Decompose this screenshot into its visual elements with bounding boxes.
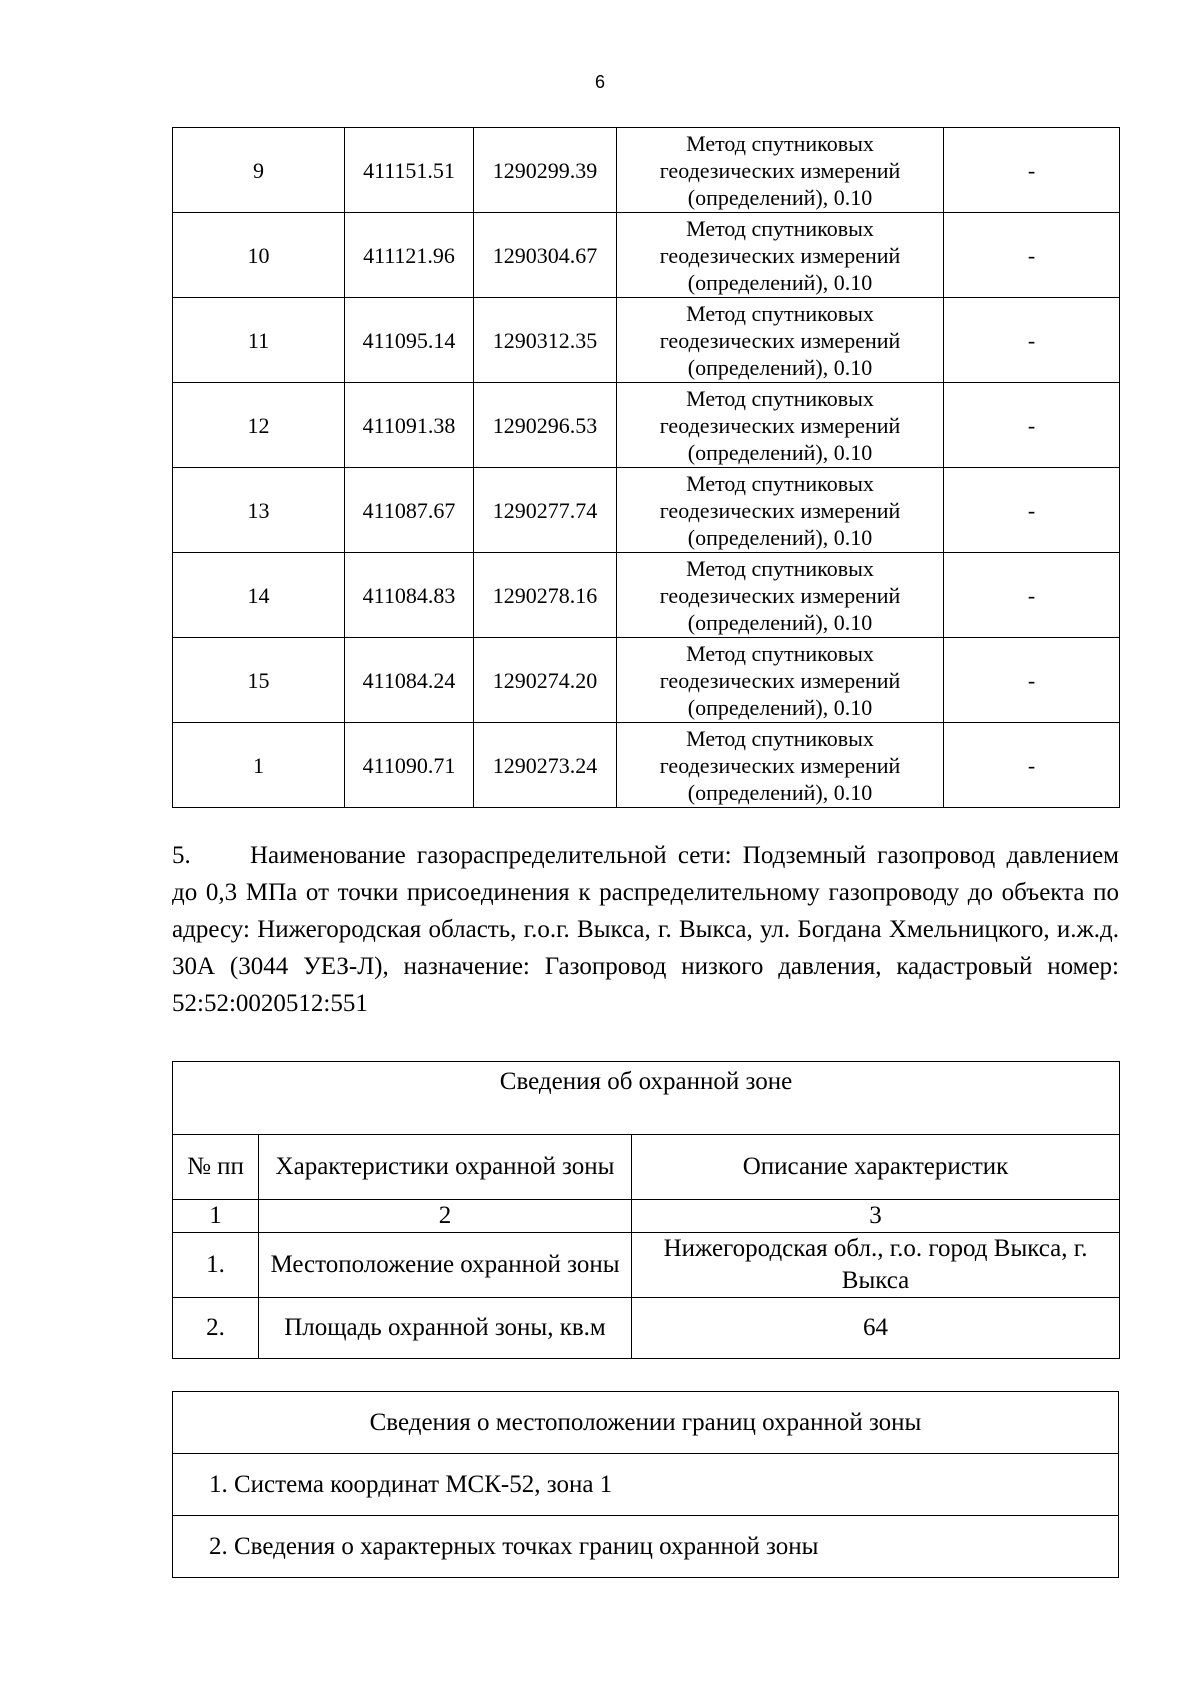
- point-cell: 14: [173, 553, 345, 638]
- y-coordinate-cell: 1290274.20: [474, 638, 617, 723]
- network-description-paragraph: [172, 837, 1119, 1022]
- method-line-3: (определений), 0.10: [687, 609, 873, 635]
- point-cell: 13: [173, 468, 345, 553]
- y-coordinate-cell: 1290273.24: [474, 723, 617, 808]
- bounds-item-1: 1. Система координат МСК-52, зона 1: [173, 1454, 1119, 1516]
- coordinates-table-body: [173, 128, 1120, 808]
- x-coordinate-cell: 411090.71: [345, 723, 474, 808]
- method-cell: [617, 213, 944, 298]
- method-line-2: геодезических измерений: [659, 327, 901, 353]
- row-description: Нижегородская обл., г.о. город Выкса, г. Выкса: [632, 1233, 1120, 1298]
- method-line-3: (определений), 0.10: [687, 524, 873, 550]
- method-line-1: Метод спутниковых: [686, 640, 874, 666]
- point-cell: 9: [173, 128, 345, 213]
- row-num: 1.: [173, 1233, 259, 1298]
- index-cell-3: 3: [632, 1200, 1120, 1233]
- method-line-3: (определений), 0.10: [687, 694, 873, 720]
- table-row: [173, 468, 1120, 553]
- row-characteristic: Площадь охранной зоны, кв.м: [259, 1298, 632, 1359]
- table-row: [173, 128, 1120, 213]
- method-cell: [617, 723, 944, 808]
- method-cell: [617, 638, 944, 723]
- zone-table-title: Сведения об охранной зоне: [173, 1062, 1120, 1135]
- x-coordinate-cell: 411151.51: [345, 128, 474, 213]
- method-line-1: Метод спутниковых: [686, 300, 874, 326]
- zone-table-title-row: [173, 1062, 1120, 1135]
- note-cell: -: [944, 383, 1120, 468]
- y-coordinate-cell: 1290312.35: [474, 298, 617, 383]
- method-line-3: (определений), 0.10: [687, 354, 873, 380]
- method-line-2: геодезических измерений: [659, 157, 901, 183]
- table-row: [173, 298, 1120, 383]
- bounds-item-2: 2. Сведения о характерных точках границ охранной зоны: [173, 1516, 1119, 1578]
- header-characteristic: Характеристики охранной зоны: [259, 1135, 632, 1200]
- bounds-table-title: Сведения о местоположении границ охранной зоны: [173, 1392, 1119, 1454]
- paragraph-number: 5.: [172, 842, 191, 869]
- zone-table-index-row: [173, 1200, 1120, 1233]
- method-line-1: Метод спутниковых: [686, 385, 874, 411]
- table-row: [173, 213, 1120, 298]
- x-coordinate-cell: 411121.96: [345, 213, 474, 298]
- point-cell: 11: [173, 298, 345, 383]
- method-line-1: Метод спутниковых: [686, 555, 874, 581]
- note-cell: -: [944, 128, 1120, 213]
- method-line-3: (определений), 0.10: [687, 779, 873, 805]
- x-coordinate-cell: 411091.38: [345, 383, 474, 468]
- note-cell: -: [944, 638, 1120, 723]
- header-description: Описание характеристик: [632, 1135, 1120, 1200]
- index-cell-2: 2: [259, 1200, 632, 1233]
- point-cell: 1: [173, 723, 345, 808]
- zone-table-header-row: [173, 1135, 1120, 1200]
- index-cell-1: 1: [173, 1200, 259, 1233]
- protection-zone-table: [172, 1061, 1120, 1359]
- y-coordinate-cell: 1290296.53: [474, 383, 617, 468]
- method-cell: [617, 298, 944, 383]
- method-line-3: (определений), 0.10: [687, 439, 873, 465]
- method-line-1: Метод спутниковых: [686, 470, 874, 496]
- table-row: [173, 383, 1120, 468]
- table-row: [173, 553, 1120, 638]
- x-coordinate-cell: 411095.14: [345, 298, 474, 383]
- method-line-1: Метод спутниковых: [686, 215, 874, 241]
- point-cell: 10: [173, 213, 345, 298]
- method-line-1: Метод спутниковых: [686, 725, 874, 751]
- method-line-1: Метод спутниковых: [686, 130, 874, 156]
- boundaries-table: [172, 1391, 1119, 1578]
- bounds-item-row: [173, 1454, 1119, 1516]
- table-row: [173, 1298, 1120, 1359]
- paragraph-text: Наименование газораспределительной сети: Подземный газопровод давлением до 0,3 МПа от точки присоединения к распределительному газопроводу до объекта по адресу: Нижегородская область, г.о.г. Выкса, г. Выкса, ул. Богдана Хмельницкого, и.ж.д. 30А (3044 УЕЗ-Л), назначение: Газопровод низкого давления, кадастровый номер: 52:52:0020512:551: [172, 842, 1119, 1017]
- bounds-title-row: [173, 1392, 1119, 1454]
- method-line-3: (определений), 0.10: [687, 184, 873, 210]
- method-line-2: геодезических измерений: [659, 497, 901, 523]
- row-characteristic: Местоположение охранной зоны: [259, 1233, 632, 1298]
- note-cell: -: [944, 213, 1120, 298]
- y-coordinate-cell: 1290277.74: [474, 468, 617, 553]
- y-coordinate-cell: 1290299.39: [474, 128, 617, 213]
- coordinates-table: [172, 127, 1120, 808]
- point-cell: 15: [173, 638, 345, 723]
- method-cell: [617, 128, 944, 213]
- note-cell: -: [944, 723, 1120, 808]
- method-line-2: геодезических измерений: [659, 752, 901, 778]
- y-coordinate-cell: 1290278.16: [474, 553, 617, 638]
- y-coordinate-cell: 1290304.67: [474, 213, 617, 298]
- note-cell: -: [944, 468, 1120, 553]
- x-coordinate-cell: 411084.24: [345, 638, 474, 723]
- method-cell: [617, 383, 944, 468]
- point-cell: 12: [173, 383, 345, 468]
- table-row: [173, 723, 1120, 808]
- method-cell: [617, 553, 944, 638]
- table-row: [173, 638, 1120, 723]
- x-coordinate-cell: 411084.83: [345, 553, 474, 638]
- method-line-2: геодезических измерений: [659, 412, 901, 438]
- row-description: 64: [632, 1298, 1120, 1359]
- row-num: 2.: [173, 1298, 259, 1359]
- note-cell: -: [944, 298, 1120, 383]
- method-line-3: (определений), 0.10: [687, 269, 873, 295]
- bounds-item-row: [173, 1516, 1119, 1578]
- method-line-2: геодезических измерений: [659, 582, 901, 608]
- method-cell: [617, 468, 944, 553]
- table-row: [173, 1233, 1120, 1298]
- page-number: 6: [594, 72, 605, 92]
- note-cell: -: [944, 553, 1120, 638]
- header-num: № пп: [173, 1135, 259, 1200]
- x-coordinate-cell: 411087.67: [345, 468, 474, 553]
- method-line-2: геодезических измерений: [659, 667, 901, 693]
- method-line-2: геодезических измерений: [659, 242, 901, 268]
